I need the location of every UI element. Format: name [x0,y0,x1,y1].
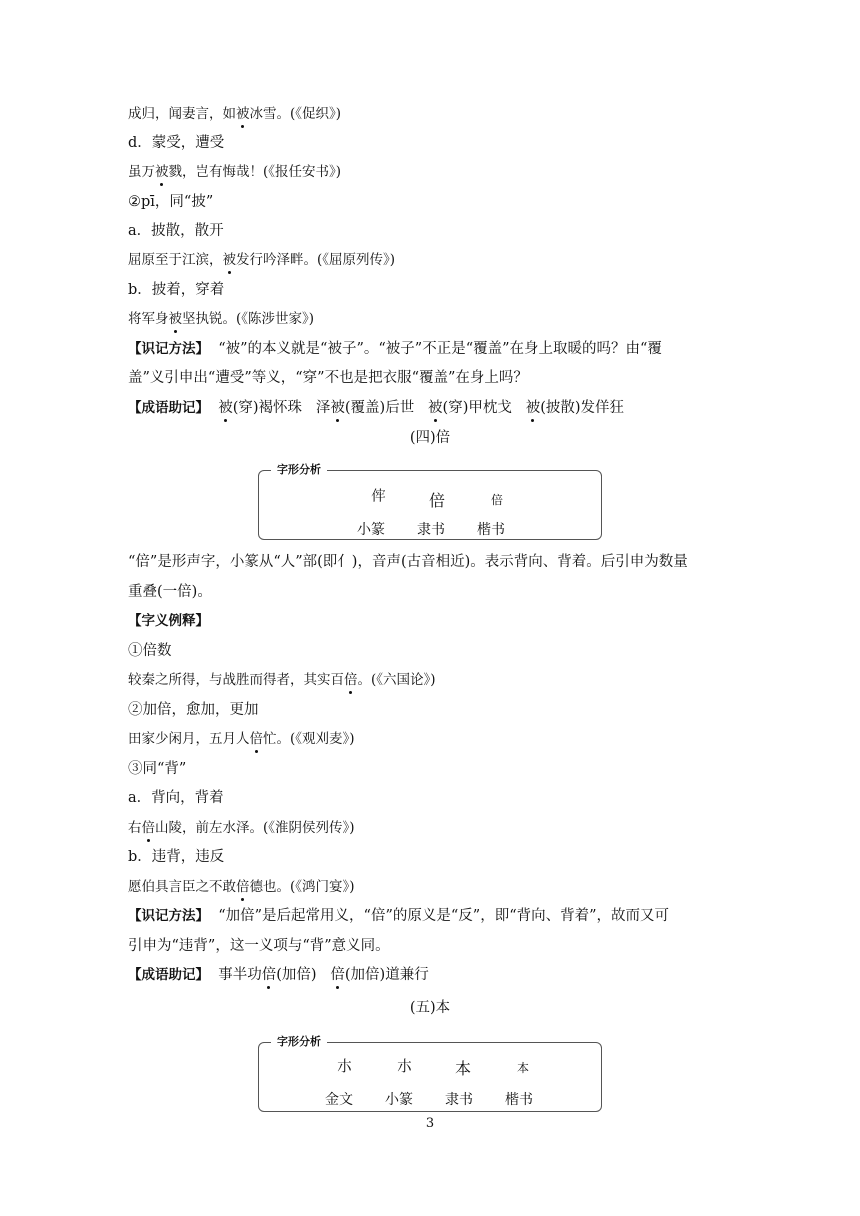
emphasis-char: 被 [222,252,236,268]
section-label: 【识记方法】 [128,341,209,357]
caption: 楷书 [505,1092,533,1108]
clerical-glyph: 倍 [429,491,446,510]
example-sentence: 较秦之所得，与战胜而得者，其实百倍。(《六国论》) [128,672,436,688]
clerical-glyph: 本 [455,1059,472,1078]
emphasis-char: 倍 [236,879,250,895]
section-heading: (五)本 [409,1000,451,1016]
idiom-aids: 【成语助记】 被(穿)褐怀珠 泽被(覆盖)后世 被(穿)甲枕戈 被(披散)发佯狂 [128,400,625,416]
example-sentence: 将军身被坚执锐。(《陈涉世家》) [128,311,315,327]
example-sentence: 屈原至于江滨，被发行吟泽畔。(《屈原列传》) [128,252,396,268]
paragraph: “倍”是形声字，小篆从“人”部(即亻)，音声(古音相近)。表示背向、背着。后引申为数量 [128,554,688,570]
section-label: 【字义例释】 [128,613,209,629]
section-label: 【成语助记】 [128,967,209,983]
meaning-item: b．披着，穿着 [128,282,225,298]
box-label: 字形分析 [271,461,327,477]
regular-glyph: 本 [517,1061,530,1075]
glyph-analysis-box [258,1035,602,1112]
section-heading: (四)倍 [409,430,451,446]
meaning-item: d．蒙受，遭受 [128,135,225,151]
caption: 金文 [325,1092,353,1108]
meaning-item: b．违背，违反 [128,849,225,865]
section-label: 【识记方法】 [128,908,209,924]
caption: 隶书 [417,522,445,538]
example-sentence: 虽万被戮，岂有悔哉！(《报任安书》) [128,164,342,180]
memory-method-cont: 引申为“违背”，这一义项与“背”意义同。 [128,938,390,954]
emphasis-char: 倍 [141,820,155,836]
meaning-item: ②加倍，愈加，更加 [128,702,259,718]
caption: 小篆 [357,522,385,538]
example-sentence: 右倍山陵，前左水泽。(《淮阴侯列传》) [128,820,355,836]
emphasis-char: 被 [168,311,182,327]
emphasis-char: 被 [155,164,169,180]
emphasis-char: 倍 [344,672,358,688]
example-sentence: 田家少闲月，五月人倍忙。(《观刈麦》) [128,731,355,747]
box-label: 字形分析 [271,1033,327,1049]
meaning-item: ①倍数 [128,643,172,659]
caption: 楷书 [477,522,505,538]
glyph-analysis-box [258,463,602,540]
memory-method-cont: 盖”义引申出“遭受”等义，“穿”不也是把衣服“覆盖”在身上吗？ [128,370,528,386]
meaning-item: ③同“背” [128,761,187,777]
section-label: 【成语助记】 [128,400,209,416]
seal-glyph: 朩 [397,1057,412,1075]
example-sentence: 成归，闻妻言，如被冰雪。(《促织》) [128,106,342,122]
meaning-item: ②pī，同“披” [128,194,214,210]
memory-method: 【识记方法】 “加倍”是后起常用义，“倍”的原义是“反”，即“背向、背着”，故而又可 [128,908,670,924]
meaning-item: a．背向，背着 [128,790,224,806]
example-sentence: 愿伯具言臣之不敢倍德也。(《鸿门宴》) [128,879,355,895]
regular-glyph: 倍 [491,493,504,507]
caption: 隶书 [445,1092,473,1108]
paragraph: 重叠(一倍)。 [128,584,212,600]
seal-glyph: 𠈭 [371,487,386,505]
caption: 小篆 [385,1092,413,1108]
meaning-item: a．披散，散开 [128,223,224,239]
emphasis-char: 被 [236,106,250,122]
page-number: 3 [425,1116,435,1131]
idiom-aids: 【成语助记】 事半功倍(加倍) 倍(加倍)道兼行 [128,967,429,983]
bronze-glyph: 朩 [337,1057,352,1075]
emphasis-char: 倍 [249,731,263,747]
memory-method: 【识记方法】 “被”的本义就是“被子”。“被子”不正是“覆盖”在身上取暖的吗？由“覆 [128,341,662,357]
